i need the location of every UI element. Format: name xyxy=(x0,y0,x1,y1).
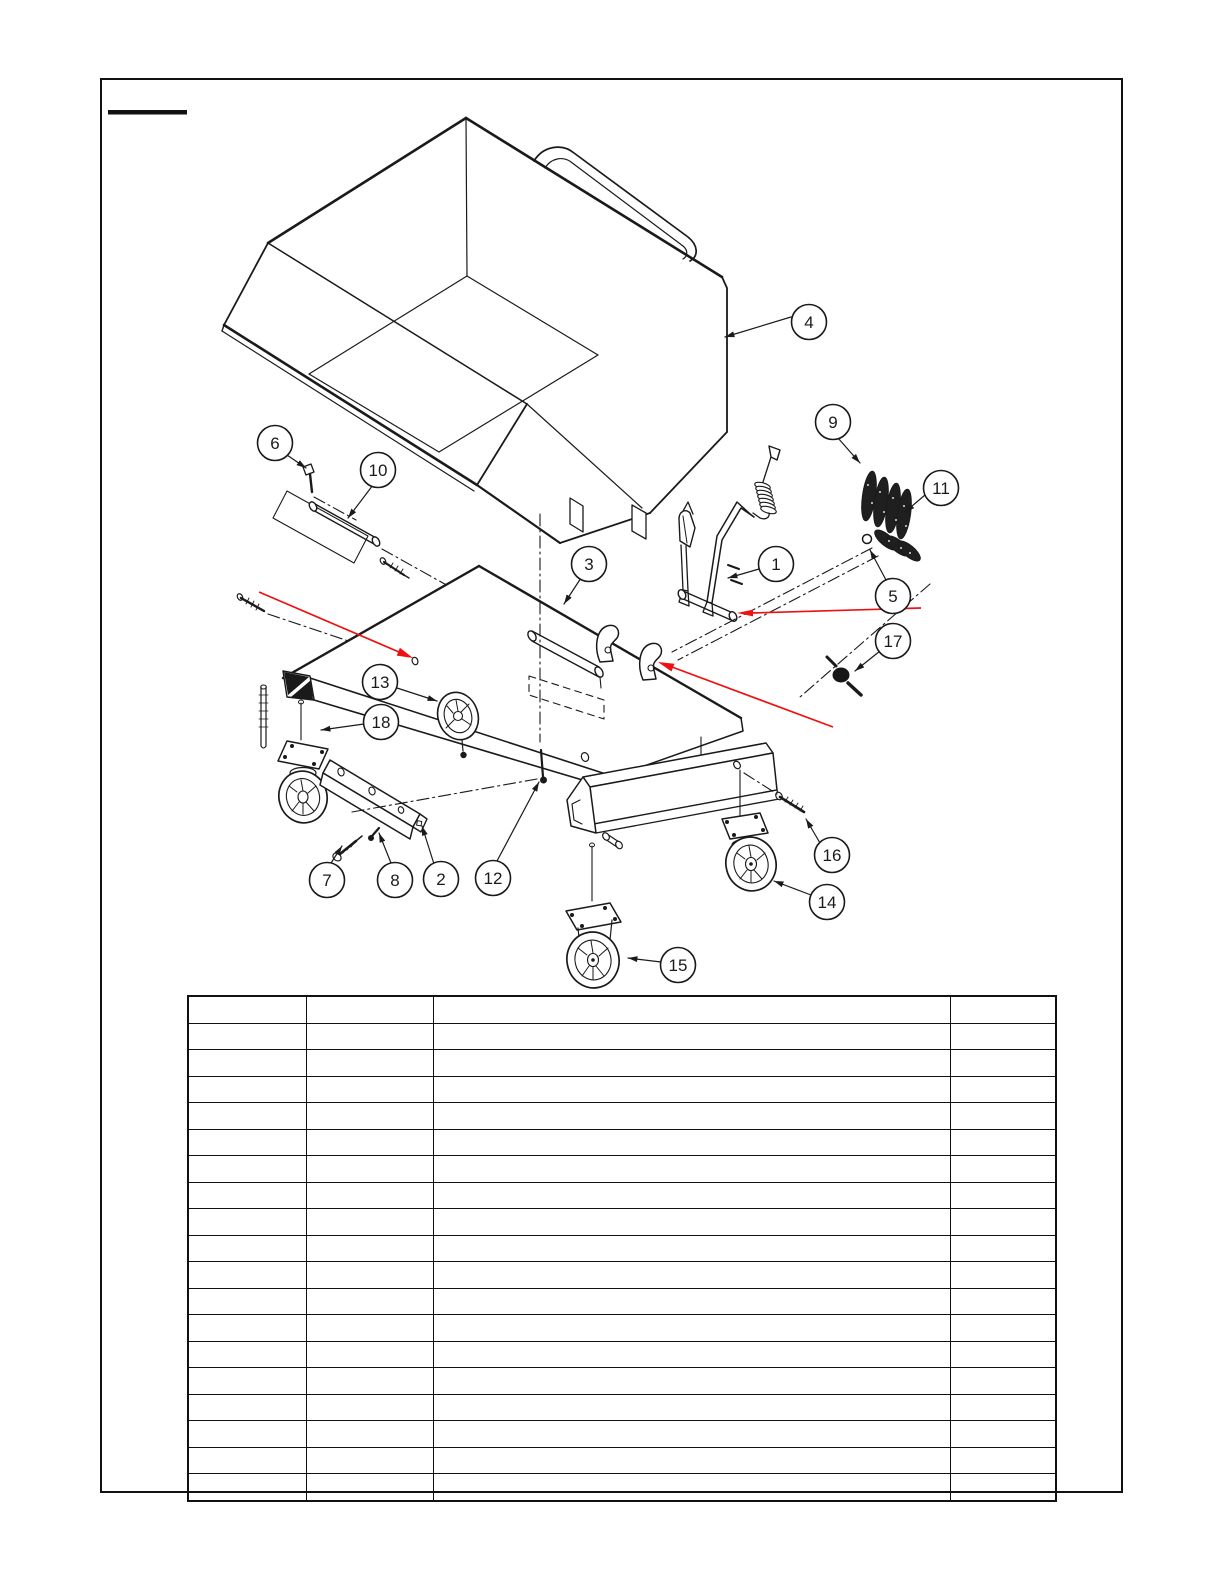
balloon-label-17: 17 xyxy=(883,632,903,651)
chain-end-ring xyxy=(863,535,872,544)
frame-deck xyxy=(283,566,743,790)
table-row xyxy=(188,1341,1056,1368)
mount-plate-outline xyxy=(273,491,368,563)
balloon-label-8: 8 xyxy=(390,871,400,890)
balloon-label-11: 11 xyxy=(932,479,950,498)
table-cell xyxy=(951,1341,1057,1368)
caster-15 xyxy=(562,843,625,993)
table-cell xyxy=(188,1341,307,1368)
table-row xyxy=(188,1182,1056,1209)
table-row xyxy=(188,1209,1056,1236)
table-cell xyxy=(307,1315,434,1342)
table-cell xyxy=(434,1156,951,1183)
table-row xyxy=(188,1050,1056,1077)
table-cell xyxy=(307,1023,434,1050)
table-cell xyxy=(307,1341,434,1368)
pin-6 xyxy=(303,464,314,492)
table-cell xyxy=(951,1447,1057,1474)
screw-8 xyxy=(368,828,379,841)
table-row xyxy=(188,1474,1056,1501)
balloon-label-7: 7 xyxy=(322,871,332,890)
table-cell xyxy=(188,1050,307,1077)
table-cell xyxy=(434,1447,951,1474)
balloon-label-13: 13 xyxy=(370,673,390,692)
table-row xyxy=(188,1023,1056,1050)
table-cell xyxy=(951,1421,1057,1448)
balloon-label-6: 6 xyxy=(270,434,280,453)
table-cell xyxy=(307,1394,434,1421)
table-row xyxy=(188,996,1056,1023)
table-cell xyxy=(307,1288,434,1315)
table-cell xyxy=(188,1129,307,1156)
balloon-label-15: 15 xyxy=(668,956,688,975)
table-cell xyxy=(951,1474,1057,1501)
table-cell xyxy=(434,1368,951,1395)
balloon-label-1: 1 xyxy=(771,555,781,574)
table-cell xyxy=(434,1394,951,1421)
table-cell xyxy=(951,1182,1057,1209)
table-cell xyxy=(307,1262,434,1289)
table-cell xyxy=(434,1474,951,1501)
table-cell xyxy=(188,1182,307,1209)
table-cell xyxy=(434,1235,951,1262)
table-cell xyxy=(307,1209,434,1236)
table-cell xyxy=(434,1288,951,1315)
screw-upper xyxy=(379,557,409,578)
table-cell xyxy=(951,1103,1057,1130)
table-cell xyxy=(188,1076,307,1103)
table-cell xyxy=(434,1182,951,1209)
table-cell xyxy=(434,1315,951,1342)
table-cell xyxy=(951,1368,1057,1395)
table-cell xyxy=(307,1050,434,1077)
table-cell xyxy=(951,1262,1057,1289)
table-cell xyxy=(188,1447,307,1474)
table-cell xyxy=(307,1156,434,1183)
table-cell xyxy=(307,1129,434,1156)
table-cell xyxy=(188,1209,307,1236)
table-cell xyxy=(434,1341,951,1368)
table-cell xyxy=(951,1129,1057,1156)
table-cell xyxy=(188,1156,307,1183)
table-cell xyxy=(307,1421,434,1448)
hopper-handle xyxy=(534,147,696,261)
balloon-label-4: 4 xyxy=(804,313,814,332)
table-cell xyxy=(434,1129,951,1156)
table-cell xyxy=(434,1262,951,1289)
balloon-label-12: 12 xyxy=(483,869,503,888)
table-cell xyxy=(307,1447,434,1474)
table-cell xyxy=(434,996,951,1023)
table-cell xyxy=(434,1209,951,1236)
bolt-16 xyxy=(774,791,804,812)
table-cell xyxy=(307,1235,434,1262)
table-cell xyxy=(307,1103,434,1130)
balloon-label-14: 14 xyxy=(817,893,837,912)
table-row xyxy=(188,1076,1056,1103)
table-cell xyxy=(951,1315,1057,1342)
table-cell xyxy=(188,1421,307,1448)
table-cell xyxy=(188,1315,307,1342)
table-cell xyxy=(951,1076,1057,1103)
table-row xyxy=(188,1262,1056,1289)
table-cell xyxy=(188,1394,307,1421)
screw-7 xyxy=(331,836,362,863)
tube-2 xyxy=(320,760,427,839)
table-cell xyxy=(951,1209,1057,1236)
table-cell xyxy=(188,1103,307,1130)
table-cell xyxy=(434,1050,951,1077)
balloon-label-18: 18 xyxy=(371,713,391,732)
table-cell xyxy=(951,1235,1057,1262)
table-cell xyxy=(188,1023,307,1050)
table-cell xyxy=(188,1288,307,1315)
balloon-label-16: 16 xyxy=(822,846,842,865)
table-cell xyxy=(307,1076,434,1103)
balloon-label-10: 10 xyxy=(368,461,388,480)
threaded-rod-left xyxy=(236,593,264,611)
table-cell xyxy=(434,1023,951,1050)
title-underline xyxy=(108,110,187,115)
table-cell xyxy=(307,1368,434,1395)
table-row xyxy=(188,1421,1056,1448)
balloon-label-9: 9 xyxy=(828,413,838,432)
hopper-tab xyxy=(570,498,583,532)
table-cell xyxy=(188,1368,307,1395)
table-cell xyxy=(434,1421,951,1448)
table-cell xyxy=(307,1474,434,1501)
table-cell xyxy=(188,1235,307,1262)
table-cell xyxy=(307,996,434,1023)
balloon-label-5: 5 xyxy=(888,587,898,606)
pin-10 xyxy=(308,501,382,548)
balloon-label-2: 2 xyxy=(436,870,446,889)
table-cell xyxy=(434,1076,951,1103)
release-handle-1 xyxy=(677,446,780,623)
table-cell xyxy=(951,1023,1057,1050)
table-cell xyxy=(951,1394,1057,1421)
table-cell xyxy=(434,1103,951,1130)
parts-table xyxy=(187,995,1057,1502)
table-cell xyxy=(951,1288,1057,1315)
table-row xyxy=(188,1103,1056,1130)
table-cell xyxy=(188,1262,307,1289)
hopper-bin xyxy=(222,118,727,543)
table-cell xyxy=(188,996,307,1023)
hopper-tab xyxy=(632,505,646,539)
table-row xyxy=(188,1368,1056,1395)
table-cell xyxy=(951,1050,1057,1077)
table-cell xyxy=(307,1182,434,1209)
table-cell xyxy=(951,1156,1057,1183)
spring-clip-17 xyxy=(827,657,861,695)
table-cell xyxy=(951,996,1057,1023)
balloon-label-3: 3 xyxy=(584,555,594,574)
table-row xyxy=(188,1315,1056,1342)
table-cell xyxy=(188,1474,307,1501)
table-row xyxy=(188,1129,1056,1156)
table-row xyxy=(188,1235,1056,1262)
table-row xyxy=(188,1394,1056,1421)
table-row xyxy=(188,1288,1056,1315)
table-row xyxy=(188,1447,1056,1474)
table-row xyxy=(188,1156,1056,1183)
